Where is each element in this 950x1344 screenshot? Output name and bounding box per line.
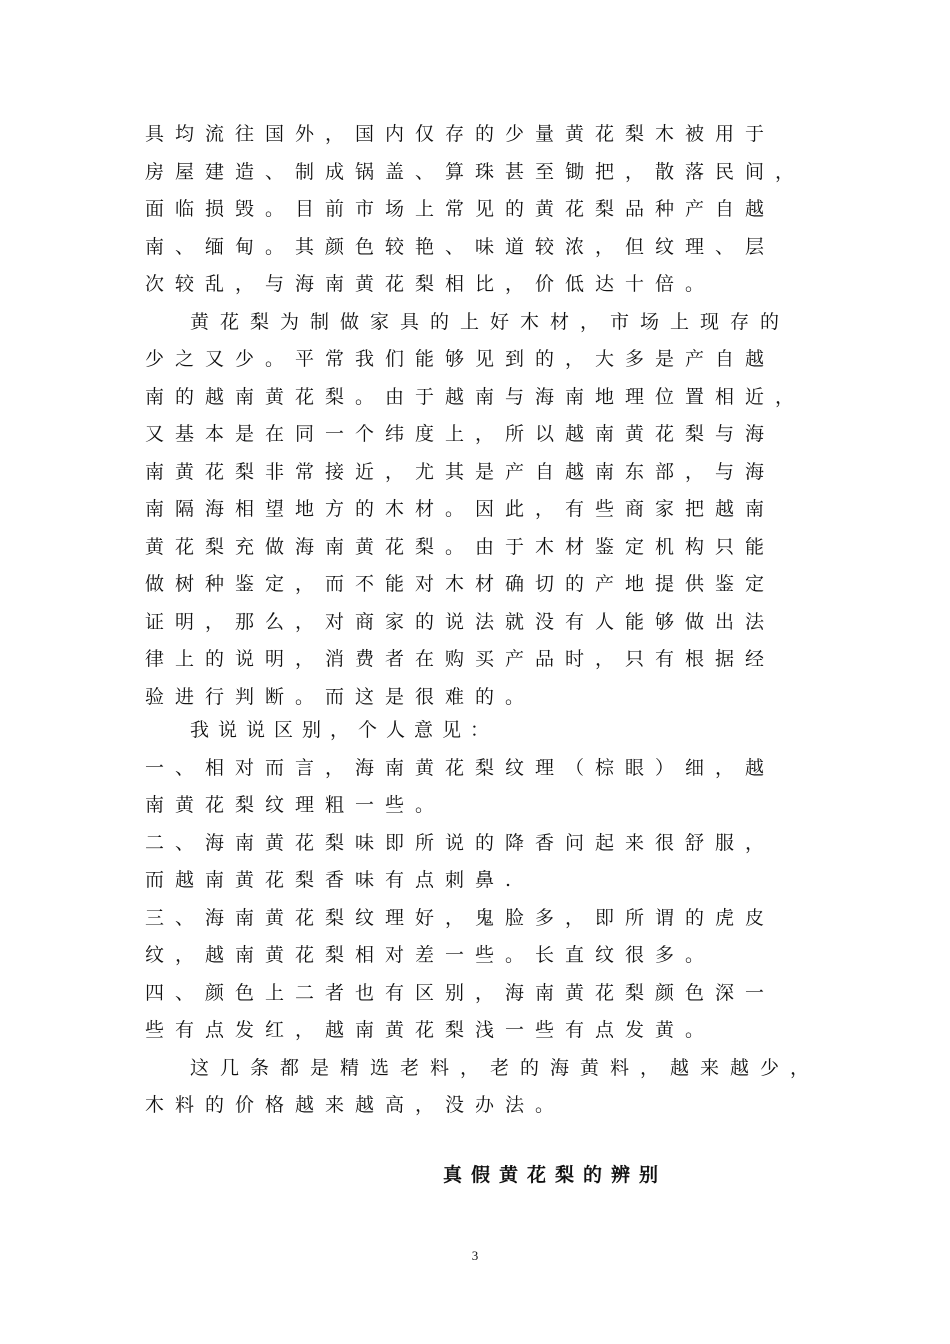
list-item-line: 四、颜色上二者也有区别，海南黄花梨颜色深一 xyxy=(145,982,776,1004)
text-line: 南黄花梨非常接近，尤其是产自越南东部，与海 xyxy=(145,461,776,483)
text-line: 具均流往国外，国内仅存的少量黄花梨木被用于 xyxy=(145,123,776,145)
list-item-line: 一、相对而言，海南黄花梨纹理（棕眼）细，越 xyxy=(145,757,776,779)
text-line: 面临损毁。目前市场上常见的黄花梨品种产自越 xyxy=(145,198,776,220)
text-line: 南隔海相望地方的木材。因此，有些商家把越南 xyxy=(145,498,776,520)
text-line: 这几条都是精选老料，老的海黄料，越来越少， xyxy=(190,1057,821,1079)
text-line: 次较乱，与海南黄花梨相比，价低达十倍。 xyxy=(145,273,716,295)
text-line: 我说说区别，个人意见： xyxy=(190,719,499,741)
text-line: 验进行判断。而这是很难的。 xyxy=(145,686,536,708)
list-item-line: 而越南黄花梨香味有点刺鼻. xyxy=(145,869,523,891)
text-line: 律上的说明，消费者在购买产品时，只有根据经 xyxy=(145,648,776,670)
list-item-line: 二、海南黄花梨味即所说的降香问起来很舒服， xyxy=(145,832,776,854)
list-item-line: 些有点发红，越南黄花梨浅一些有点发黄。 xyxy=(145,1019,716,1041)
section-heading: 真假黄花梨的辨别 xyxy=(442,1164,667,1186)
text-line: 证明，那么，对商家的说法就没有人能够做出法 xyxy=(145,611,776,633)
text-line: 少之又少。平常我们能够见到的，大多是产自越 xyxy=(145,348,776,370)
text-line: 房屋建造、制成锅盖、算珠甚至锄把，散落民间， xyxy=(145,161,806,183)
text-line: 做树种鉴定，而不能对木材确切的产地提供鉴定 xyxy=(145,573,776,595)
page-number: 3 xyxy=(471,1248,479,1263)
text-line: 南、缅甸。其颜色较艳、味道较浓，但纹理、层 xyxy=(145,236,776,258)
text-line: 南的越南黄花梨。由于越南与海南地理位置相近， xyxy=(145,386,806,408)
text-line: 又基本是在同一个纬度上，所以越南黄花梨与海 xyxy=(145,423,776,445)
list-item-line: 三、海南黄花梨纹理好，鬼脸多，即所谓的虎皮 xyxy=(145,907,776,929)
text-line: 黄花梨充做海南黄花梨。由于木材鉴定机构只能 xyxy=(145,536,776,558)
list-item-line: 纹，越南黄花梨相对差一些。长直纹很多。 xyxy=(145,944,716,966)
list-item-line: 南黄花梨纹理粗一些。 xyxy=(145,794,446,816)
text-line: 木料的价格越来越高，没办法。 xyxy=(145,1094,566,1116)
text-line: 黄花梨为制做家具的上好木材，市场上现存的 xyxy=(190,311,791,333)
